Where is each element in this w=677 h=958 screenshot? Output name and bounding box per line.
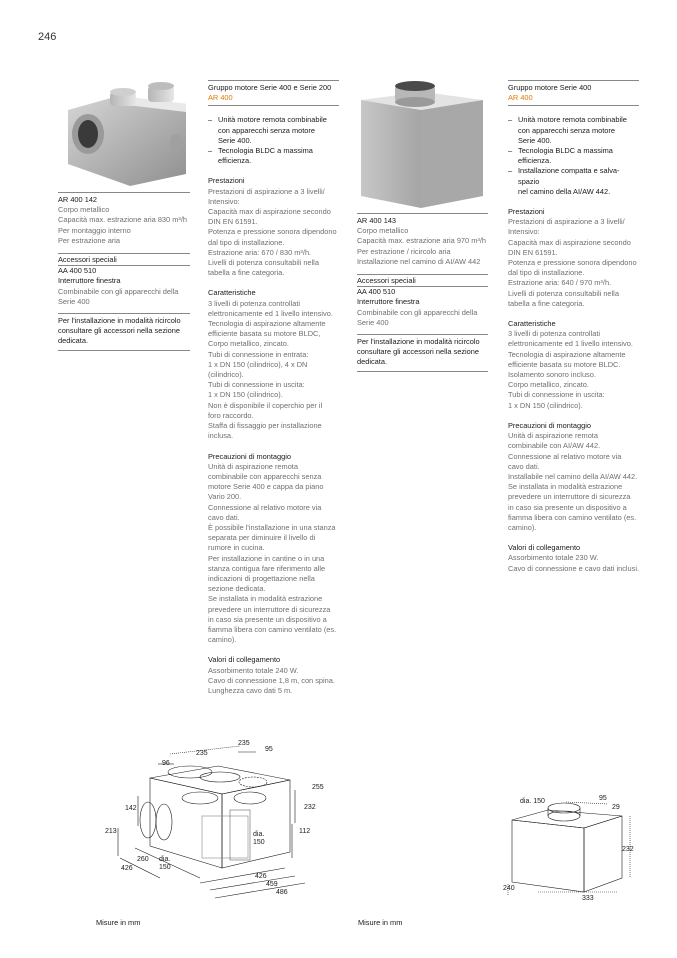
section-line: dal tipo di installazione. [508,268,585,278]
col4-subtitle: AR 400 [508,93,533,103]
section-line: rumore in cucina. [208,543,265,553]
section-line: Cavo di connessione 1,8 m, con spina. [208,675,335,685]
section-line: dal tipo di installazione. [208,237,285,247]
dim-label: 213 [105,828,117,835]
section-line: Tecnologia di aspirazione altamente [208,319,326,329]
section-line: Assorbimento totale 240 W. [208,665,299,675]
section-line: Livelli di potenza consultabili nella [208,258,319,268]
dim-label: 333 [582,895,594,902]
accessories-title: Accessori speciali [58,255,117,265]
section-line: Vario 200. [208,492,242,502]
page-number: 246 [38,31,57,43]
product2-spec: Per estrazione / ricircolo aria [357,246,451,256]
section-line: in caso sia presente un dispositivo a [208,614,327,624]
col2-block [208,80,339,696]
section-line: 1 x DN 150 (cilindrico). [508,400,583,410]
section [208,452,339,646]
section-line: Isolamento sonoro incluso. [508,370,596,380]
product2-block [357,213,488,372]
section-heading: Caratteristiche [508,319,556,329]
install-note: dedicata. [58,336,88,346]
section-line: camino). [508,522,537,532]
accessory-desc: Combinabile con gli apparecchi della [58,286,179,296]
section-line: Prestazioni di aspirazione a 3 livelli/ [208,186,325,196]
section-line: efficiente basata su motore BLDC. [508,359,621,369]
dim-label: 459 [266,881,278,888]
section [208,288,339,441]
section-line: 1 x DN 150 (cilindrico), 4 x DN [208,359,308,369]
product1-model: AR 400 142 [58,195,98,204]
section [508,207,639,309]
install-note: consultare gli accessori nella sezione [357,347,480,357]
section-line: Potenza e pressione sonora dipendono [508,258,637,268]
col2-title: Gruppo motore Serie 400 e Serie 200 [208,83,332,92]
section-line: stanza contigua fare riferimento alle [208,563,326,573]
section-line: Non è disponibile il coperchio per il [208,400,323,410]
section-line: Se installata in modalità estrazione [208,594,323,604]
drawing2-caption: Misure in mm [358,918,403,927]
section-line: 3 livelli di potenza controllati [208,298,301,308]
product2-model: AR 400 143 [357,216,397,225]
dim-label: 150 [159,864,171,871]
product1-spec: Corpo metallico [58,205,110,215]
section-line: DIN EN 61591. [208,217,258,227]
accessory-model: AA 400 510 [357,287,396,297]
section [208,176,339,278]
section [208,655,339,696]
section-line: combinabile con AI/AW 442. [508,441,601,451]
section-line: camino). [208,635,237,645]
col2-subtitle: AR 400 [208,93,233,103]
technical-drawing-ar400143 [498,792,638,907]
product2-spec: Capacità max. estrazione aria 970 m³/h [357,236,486,246]
col4-block [508,80,639,574]
product-image-ar400143 [357,80,487,212]
section-line: Connessione al relativo motore via [208,502,322,512]
section-line: Cavo di connessione e cavo dati inclusi. [508,563,640,573]
section-line: Staffa di fissaggio per installazione [208,421,322,431]
section-line: fiamma libera con camino ventilato (es. [208,624,337,634]
section-line: (cilindrico). [208,370,244,380]
section-line: DIN EN 61591. [508,247,558,257]
section-line: prevedere un interruttore di sicurezza [208,604,331,614]
section-line: Capacità max di aspirazione secondo [208,207,331,217]
section-line: Tubi di connessione in uscita: [508,390,605,400]
accessory-name: Interruttore finestra [58,276,121,286]
dim-label: 426 [121,865,133,872]
section-line: elettronicamente ed 1 livello intensivo. [508,339,633,349]
section-line: in caso sia presente un dispositivo a [508,502,627,512]
install-note: dedicata. [357,357,387,367]
section-line: cavo dati. [508,461,540,471]
dim-label: 486 [276,889,288,896]
accessory-model: AA 400 510 [58,266,97,276]
dim-label: 95 [599,795,607,802]
section-line: indicazioni di progettazione nella [208,573,315,583]
section-line: separata per diminuire il livello di [208,533,316,543]
section-line: inclusa. [208,431,234,441]
col4-title: Gruppo motore Serie 400 [508,83,592,92]
product1-spec: Per estrazione aria [58,235,121,245]
drawing1-caption: Misure in mm [96,918,141,927]
accessory-desc: Combinabile con gli apparecchi della [357,307,478,317]
product1-block [58,192,190,351]
section-heading: Valori di collegamento [208,655,281,665]
dim-label: 426 [255,873,267,880]
section-line: 1 x DN 150 (cilindrico). [208,390,283,400]
section-heading: Precauzioni di montaggio [208,451,291,461]
dim-label: 232 [622,846,634,853]
dim-label: 232 [304,804,316,811]
section-line: foro raccordo. [208,410,254,420]
section-line: Estrazione aria: 640 / 970 m³/h. [508,278,612,288]
section-line: Intensivo: [208,196,240,206]
section-line: È possibile l'installazione in una stanza [208,522,336,532]
accessory-name: Interruttore finestra [357,297,420,307]
section-line: Assorbimento totale 230 W. [508,553,599,563]
dim-label: 235 [196,750,208,757]
section-line: Se installata in modalità estrazione [508,482,623,492]
section-line: Tecnologia di aspirazione altamente [508,349,626,359]
product2-spec: Installazione nel camino di AI/AW 442 [357,256,481,266]
section-line: Unità di aspirazione remota [208,461,298,471]
section-line: Unità di aspirazione remota [508,431,598,441]
technical-drawing-ar400142 [90,728,330,908]
section-line: sezione dedicata. [208,584,266,594]
section-line: cavo dati. [208,512,240,522]
section-line: Corpo metallico, zincato. [508,380,589,390]
dim-label: 240 [503,885,515,892]
section-line: Installabile nel camino della AI/AW 442. [508,471,638,481]
dim-label: 96 [162,760,170,767]
section-line: Lunghezza cavo dati 5 m. [208,685,293,695]
install-note: Per l'installazione in modalità ricircolo [58,316,181,326]
section [508,543,639,574]
section-line: 3 livelli di potenza controllati [508,329,601,339]
section-line: Intensivo: [508,227,540,237]
product2-spec: Corpo metallico [357,226,409,236]
section-line: tabella a fine categoria. [508,298,585,308]
col4-bullet: – Installazione compatta e salva-spazio nel camino della AI/AW 442. [508,166,639,197]
dim-label: 260 [137,856,149,863]
install-note: Per l'installazione in modalità ricircolo [357,337,480,347]
section-heading: Caratteristiche [208,288,256,298]
dim-label: 150 [253,839,265,846]
section-line: Connessione al relativo motore via [508,451,622,461]
dim-label: dia. 150 [520,798,545,805]
section-line: prevedere un interruttore di sicurezza [508,492,631,502]
section-line: elettronicamente ed 1 livello intensivo. [208,308,333,318]
section-heading: Prestazioni [208,176,245,186]
section-heading: Valori di collegamento [508,543,581,553]
section-line: Capacità max di aspirazione secondo [508,237,631,247]
col2-bullet: – Tecnologia BLDC a massima efficienza. [208,146,339,166]
dim-label: 95 [265,746,273,753]
section-line: Per installazione in cantine o in una [208,553,325,563]
section-line: Corpo metallico, zincato. [208,339,289,349]
section-line: Prestazioni di aspirazione a 3 livelli/ [508,217,625,227]
product1-spec: Capacità max. estrazione aria 830 m³/h [58,215,187,225]
install-note: consultare gli accessori nella sezione [58,326,181,336]
dim-label: 142 [125,805,137,812]
section-heading: Precauzioni di montaggio [508,420,591,430]
section [508,319,639,411]
col4-bullet: – Unità motore remota combinabile con apparecchi senza motore Serie 400. [508,115,639,146]
section-line: combinabile con apparecchi senza [208,471,322,481]
section-line: efficiente basata su motore BLDC, [208,329,321,339]
section-line: motore Serie 400 e cappa da piano [208,482,324,492]
dim-label: 112 [299,828,311,835]
product-image-ar400142 [58,82,188,189]
section-line: tabella a fine categoria. [208,268,285,278]
accessory-desc: Serie 400 [357,317,389,327]
dim-label: dia. [159,856,171,863]
accessory-desc: Serie 400 [58,296,90,306]
col2-bullet: – Unità motore remota combinabile con apparecchi senza motore Serie 400. [208,115,339,146]
section [508,421,639,533]
section-line: Tubi di connessione in uscita: [208,380,305,390]
dim-label: 29 [612,804,620,811]
section-line: Tubi di connessione in entrata: [208,349,309,359]
col4-bullet: – Tecnologia BLDC a massima efficienza. [508,146,639,166]
section-heading: Prestazioni [508,207,545,217]
dim-label: dia. [253,831,265,838]
section-line: Potenza e pressione sonora dipendono [208,227,337,237]
section-line: Livelli di potenza consultabili nella [508,288,619,298]
accessories-title: Accessori speciali [357,276,416,286]
dim-label: 235 [238,740,250,747]
section-line: fiamma libera con camino ventilato (es. [508,512,637,522]
product1-spec: Per montaggio interno [58,225,131,235]
dim-label: 255 [312,784,324,791]
section-line: Estrazione aria: 670 / 830 m³/h. [208,247,312,257]
